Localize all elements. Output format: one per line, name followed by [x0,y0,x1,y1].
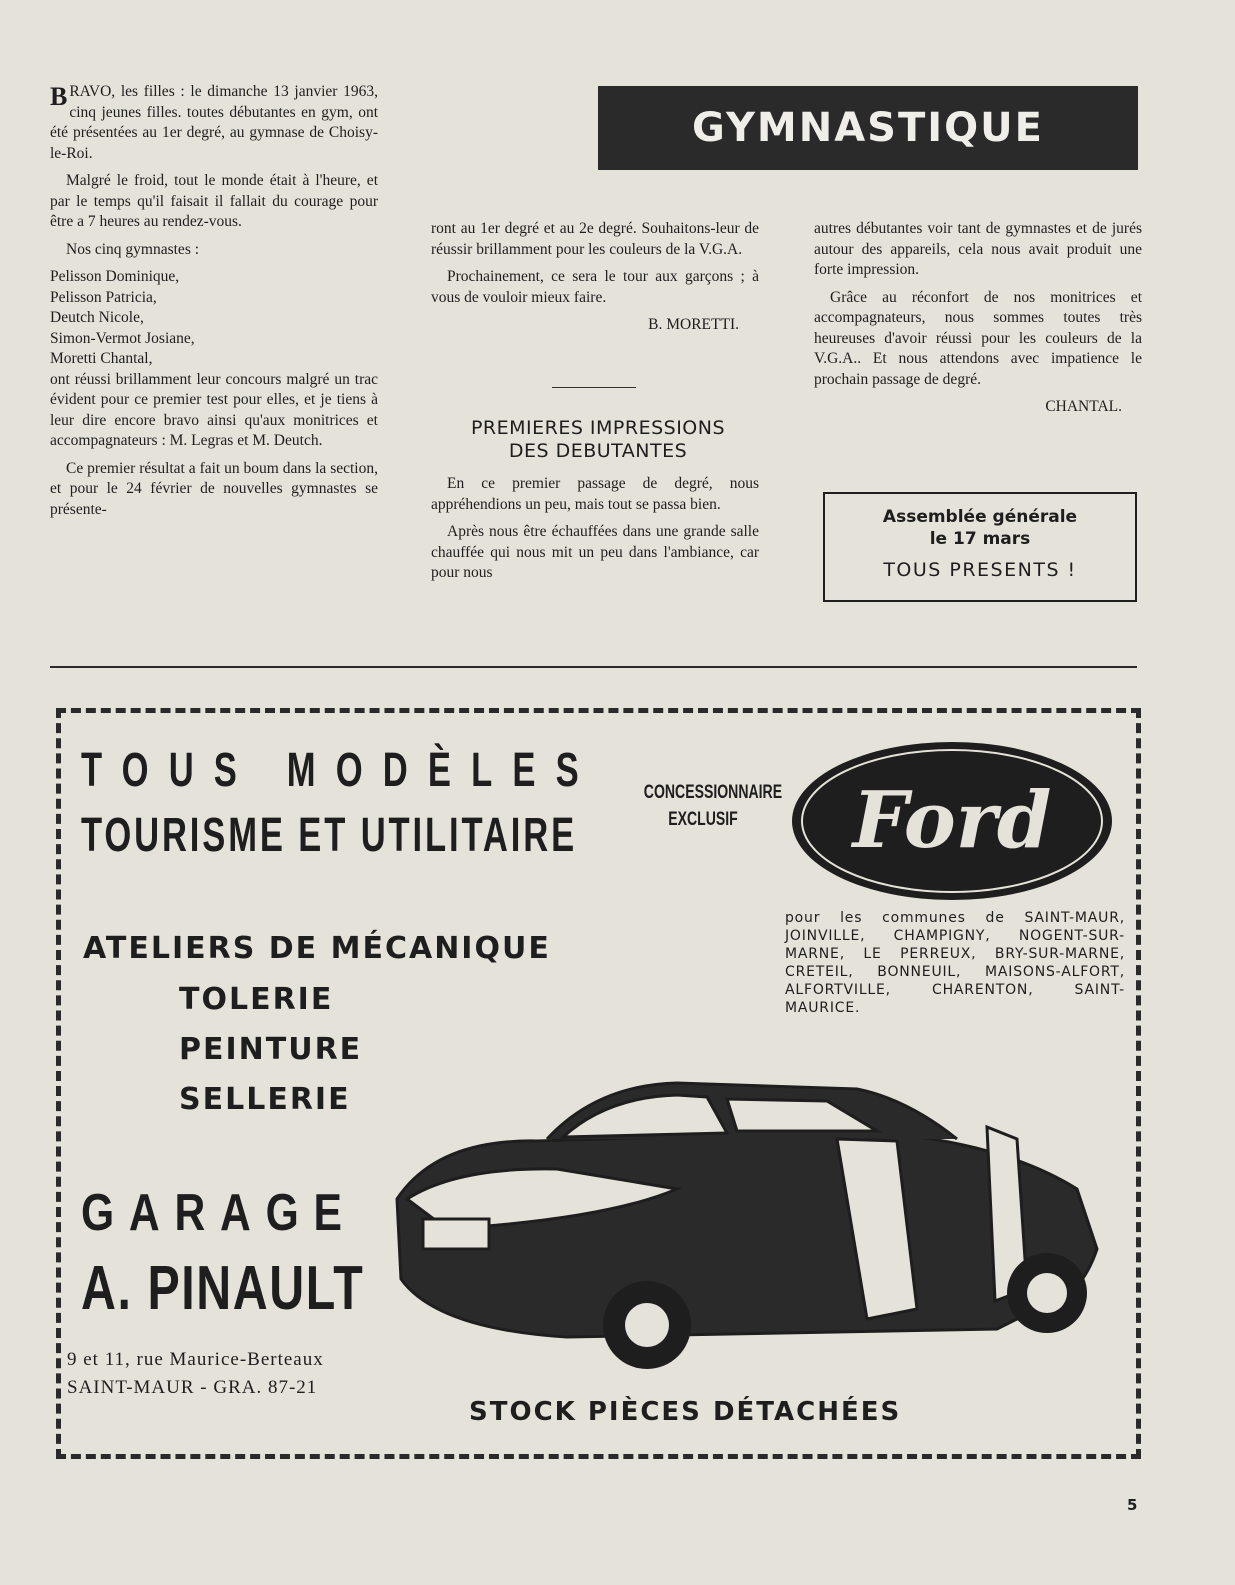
gymnast-name: Pelisson Dominique, [50,268,180,285]
section-title-banner: GYMNASTIQUE [598,86,1138,170]
subheading: PREMIERES IMPRESSIONS DES DEBUTANTES [470,417,726,462]
service-area-text: pour les communes de SAINT-MAUR, JOINVILLE, CHAMPIGNY, NOGENT-SUR-MARNE, LE PERREUX, BRY-SUR-MARNE, CRETEIL, BONNEUIL, MAISONS-ALFORT, ALFORTVILLE, CHARENTON, SAINT-MAURICE. [785,910,1125,1016]
article-column-3 [814,219,1142,426]
garage-address: 9 et 11, rue Maurice-Berteaux [67,1349,324,1370]
garage-phone: SAINT-MAUR - GRA. 87-21 [67,1377,318,1398]
garage-name: GARAGE [81,1184,357,1242]
gymnast-name: Deutch Nicole, [50,309,144,326]
article-column-2-continued [431,474,759,591]
article-paragraph: Grâce au réconfort de nos monitrices et accompagnateurs, nous sommes toutes très heureuses d'avoir réussi pour les couleurs de la V.G.A.. Et nous attendons avec impatience le prochain passage de degré. [814,288,1142,388]
gymnast-name: Moretti Chantal, [50,350,153,367]
article-paragraph: BRAVO, les filles : le dimanche 13 janvier 1963, cinq jeunes filles. toutes débutantes en gym, ont été présentées au 1er degré, au gymnase de Choisy-le-Roi. [50,82,378,162]
gymnast-name: Simon-Vermot Josiane, [50,329,195,347]
ford-logo [789,739,1115,903]
article-paragraph: Après nous être échauffées dans une grande salle chauffée qui nous mit un peu dans l'ambiance, car pour nous [431,523,759,581]
horizontal-rule [50,666,1137,668]
concession-label: CONCESSIONNAIRE EXCLUSIF [643,782,783,830]
article-column-2 [431,219,759,344]
assembly-notice-box [823,492,1137,602]
svg-text:Ford: Ford [852,775,1052,866]
article-paragraph: ront au 1er degré et au 2e degré. Souhaitons-leur de réussir brillamment pour les couleurs de la V.G.A. [431,220,759,258]
ad-headline: TOURISME ET UTILITAIRE [81,809,578,862]
signature: CHANTAL. [1045,398,1122,415]
drop-cap: B [50,82,68,111]
ad-service: TOLERIE [179,982,334,1017]
article-paragraph: Nos cinq gymnastes : [66,240,200,258]
article-paragraph: autres débutantes voir tant de gymnastes et de jurés autour des appareils, cela nous avait produit une forte impression. [814,220,1142,278]
article-paragraph: Ce premier résultat a fait un boum dans la section, et pour le 24 février de nouvelles gymnastes se présente- [50,459,378,518]
article-column-1 [50,82,378,527]
garage-owner: A. PINAULT [81,1254,365,1323]
ad-service: SELLERIE [179,1082,351,1117]
notice-line: le 17 mars [929,529,1031,549]
article-paragraph: Malgré le froid, tout le monde était à l'heure, et par le temps qu'il faisait il fallait du courage pour être a 7 heures au rendez-vous. [50,172,378,230]
notice-line: Assemblée générale [882,507,1078,527]
ad-service: ATELIERS DE MÉCANIQUE [83,931,551,966]
article-paragraph: ont réussi brillamment leur concours malgré un trac évident pour ce premier test pour elles, et je tiens à leur dire encore bravo ainsi qu'aux monitrices et accompagnateurs : M. Legras et M. Deutch. [50,370,378,449]
article-paragraph: En ce premier passage de degré, nous appréhendions un peu, mais tout se passa bien. [431,475,759,513]
separator-rule [552,387,636,388]
notice-line: TOUS PRESENTS ! [883,559,1077,581]
ad-headline: TOUS MODÈLES [81,744,599,797]
page-number: 5 [1127,1496,1138,1514]
signature: B. MORETTI. [648,316,739,333]
garage-advertisement [56,708,1141,1459]
gymnast-name: Pelisson Patricia, [50,288,157,306]
ad-service: PEINTURE [179,1032,363,1067]
stock-parts-banner: STOCK PIÈCES DÉTACHÉES [469,1397,902,1427]
car-illustration [377,1079,1117,1379]
article-paragraph: Prochainement, ce sera le tour aux garçons ; à vous de vouloir mieux faire. [431,268,759,306]
